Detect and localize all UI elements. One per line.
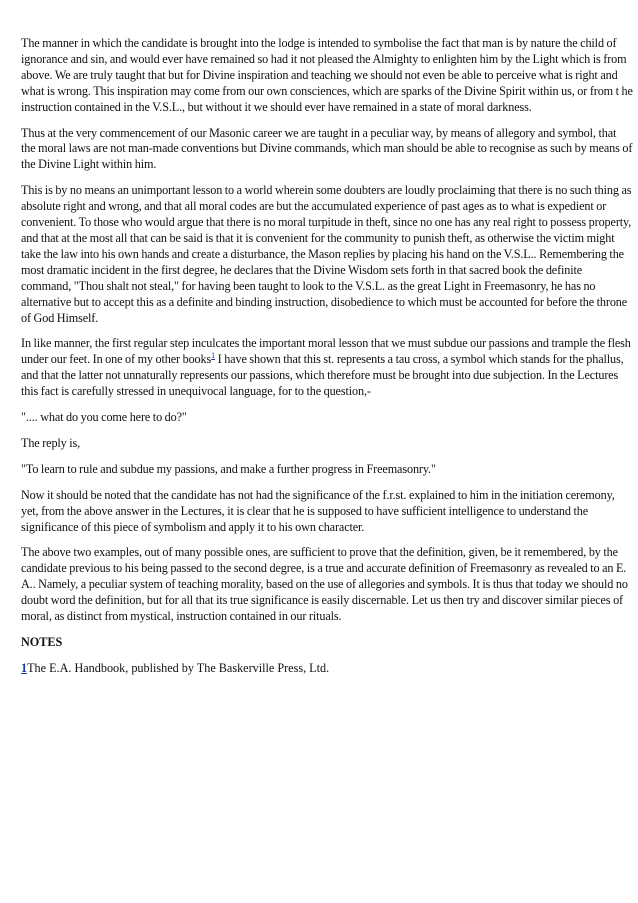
footnote-1: [21, 661, 633, 677]
paragraph-3: This is by no means an unimportant lesson to a world wherein some doubters are loudly proclaiming that there is no such thing as absolute right and wrong, and that all moral codes are but the accumulated experience of past ages as to what is expedient or convenient. To those who would argue that there is no moral turpitude in theft, since no one has any real right to possess property, and that at the most all that can be said is that it is convenient for the community to punish theft, as otherwise the victim might take the law into his own hands and create a disturbance, the Mason replies by placing his hand on the V.S.L.. Remembering the most dramatic incident in the first degree, he declares that the Divine Wisdom sets forth in that sacred book the definite command, "Thou shalt not steal," for having been taught to look to the V.S.L. as the great Light in Freemasonry, he has no alternative but to accept this as a definite and binding instruction, disobedience to which must be accounted for before the throne of God Himself.: [21, 183, 632, 325]
paragraph-8: Now it should be noted that the candidate has not had the significance of the f.r.st. explained to him in the initiation ceremony, yet, from the above answer in the Lectures, it is clear that he is supposed to have sufficient intelligence to understand the significance of this piece of symbolism and apply it to his own character.: [21, 487, 615, 534]
paragraph-9: The above two examples, out of many possible ones, are sufficient to prove that the definition, given, be it remembered, by the candidate previous to his being passed to the second degree, is a true and accurate definition of Freemasonry as revealed to an E. A.. Namely, a peculiar system of teaching morality, based on the use of allegories and symbols. It is thus that today we should no doubt word the definition, but for all that its true significance is easily discernable. Let us then try and discover similar pieces of moral, as distinct from mystical, instruction contained in our rituals.: [21, 545, 628, 624]
footnote-text: The E.A. Handbook, published by The Baskerville Press, Ltd.: [27, 660, 330, 675]
paragraph-4-text-after: I have shown that this st. represents a tau cross, a symbol which stands for the phallus, and that the latter not unnaturally represents our passions, which therefore must be brought into due subjection. In the Lectures this fact is carefully stressed in unequivocal language, for to the question,-: [21, 352, 624, 399]
paragraph-2: Thus at the very commencement of our Masonic career we are taught in a peculiar way, by means of allegory and symbol, that the moral laws are not man-made conventions but Divine commands, which man should be able to recognise as such by means of the Divine Light within him.: [21, 125, 633, 172]
paragraph-4: [21, 336, 633, 400]
paragraph-7-quote: "To learn to rule and subdue my passions, and make a further progress in Freemasonry.": [21, 461, 436, 476]
paragraph-6: The reply is,: [21, 435, 81, 450]
paragraph-1: The manner in which the candidate is brought into the lodge is intended to symbolise the fact that man is by nature the child of ignorance and sin, and would ever have remained so had it not pleased the Almighty to enlighten him by the Light which is from above. We are truly taught that but for Divine inspiration and teaching we should not even be able to perceive what is right and what is wrong. This inspiration may come from our own consciences, which are sparks of the Divine Spirit within us, or from t he instruction contained in the V.S.L., but without it we should ever have remained in a state of moral darkness.: [21, 36, 633, 114]
paragraph-5-quote: ".... what do you come here to do?": [21, 410, 187, 425]
footnote-marker-link[interactable]: 1: [21, 660, 28, 675]
notes-heading: NOTES: [21, 635, 63, 649]
footnote-reference-link[interactable]: 1: [211, 351, 216, 361]
paragraph-4-text-before: In like manner, the first regular step inculcates the important moral lesson that we must subdue our passions and trample the flesh under our feet. In one of my other books: [21, 336, 631, 367]
